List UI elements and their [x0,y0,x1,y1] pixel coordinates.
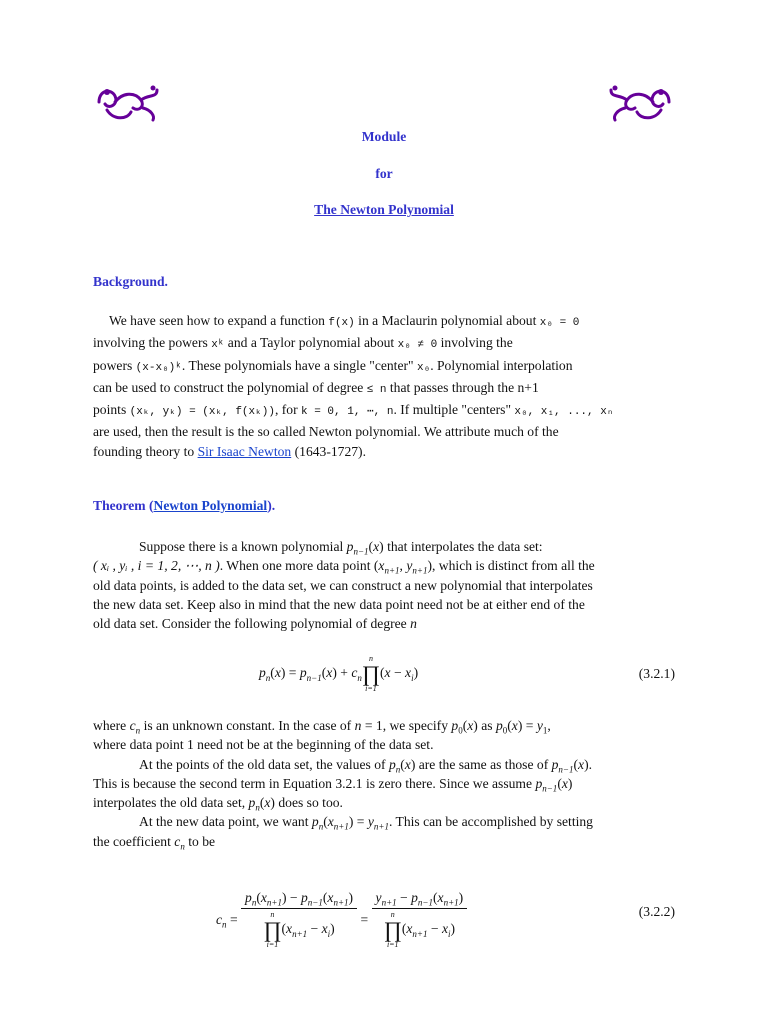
text: At the new data point, we want [139,814,309,830]
text: where [93,718,127,733]
text: that passes through the n+1 [389,379,539,395]
text: ). [267,498,276,513]
module-for: for [375,166,393,181]
text: the new data set. Keep also in mind that the new data point need not be at either end of the [93,596,585,612]
text: old data set. Consider the following polynomial of degree [93,616,407,632]
math-centers: x₀, x₁, ..., xₙ [514,406,614,419]
text: to be [188,833,216,849]
text: We have seen how to expand a function [109,313,325,328]
text: as [481,718,493,733]
text: old data points, is added to the data set, we can construct a new polynomial that interpolates [93,577,593,593]
sir-isaac-newton-link[interactable]: Sir Isaac Newton [197,443,292,459]
math-points: (xₖ, yₖ) = (xₖ, f(xₖ)) [129,406,275,419]
math-fx: f(x) [328,317,355,329]
text: . When one more data point [219,558,371,574]
equation-number-1: (3.2.1) [638,666,675,681]
background-paragraph [93,311,683,461]
text: involving the powers [93,335,208,351]
text: where data point 1 need not be at the beginning of the data set. [93,737,434,753]
math-x0: x₀ [416,361,431,374]
text: are used, then the result is the so called Newton polynomial. We attribute much of the [93,424,559,440]
text: the coefficient [93,833,171,849]
text: interpolates the old data set, [93,795,246,811]
newton-polynomial-link[interactable]: Newton Polynomial [153,498,268,513]
text: does so too. [278,795,343,811]
text: and a Taylor polynomial about [227,335,395,351]
text: , which is distinct from all the [432,558,595,574]
text: . If multiple "centers" [393,402,511,418]
explanation-paragraph: where $c_n$ is an unknown constant. In the case of n = 1, we specify $p_0(x)$ as $p_0(x) = y_1$, where data point 1 need not be at the beginning of the data set. At the points of the old data set, the values of $p_n(x)$ are the same as those of $p_{n-1}(x)$. This is because the second term in Equation 3.2.1 is zero there. Since we assume $p_{n-1}(x)$ interpolates the old data set, $p_n(x)$ does so too. At the new data point, we want $p_n(x_{n+1}) = y_{n+1}$. This can be accomplished by setting the coefficient $c_n$ to be [93,716,683,851]
math-xk: xᵏ [211,339,225,352]
text: . These polynomials have a single "center" [181,357,414,373]
text: , for [274,402,298,418]
equation-3-2-1: $p_n(x) = p_{n-1}(x) + c_n$ n ∏ i=1 $(x - x_i)$ [259,654,419,693]
text: is an unknown constant. In the case of [143,718,352,733]
equation-3-2-2: $c_n$ = $p_n(x_{n+1}) - p_{n-1}(x_{n+1})$ n ∏ i=1 $(x_{n+1} - x_i)$ = $y_{n+1} - p_{n-1}(x_{n+1})$ n ∏ i=1 $(x_{n+1} - x_i)$ [216,890,467,949]
math-le-n: ≤ n [366,383,387,396]
equation-number-2: (3.2.2) [638,904,675,919]
text: points [93,402,127,418]
module-title: Module [361,129,407,144]
text: powers [93,357,133,373]
scroll-ornament-left-icon [93,80,163,124]
text: At the points of the old data set, the values of [139,756,386,772]
text: This is because the second term in Equation 3.2.1 is zero there. Since we assume [93,775,533,791]
theorem-paragraph: Suppose there is a known polynomial $p_{n-1}(x)$ that interpolates the data set: ( xᵢ , yᵢ , i = 1, 2, ⋯, n ). When one more data point ($x_{n+1}$, $y_{n+1}$), which is distinct from all the old data points, is added to the data set, we can construct a new polynomial that interpolates the new data set. Keep also in mind that the new data point need not be at either end of the old data set. Consider the following polynomial of degree n [93,537,683,633]
text: founding theory to [93,443,195,459]
text: (1643-1727). [294,443,366,459]
math-power: (x-x₀)ᵏ [135,361,182,374]
newton-polynomial-title-link[interactable]: The Newton Polynomial [314,202,454,217]
math-n: n [410,616,417,632]
text: involving the [440,335,513,351]
text: that interpolates the data set: [387,539,543,554]
text: . This can be accomplished by setting [388,814,593,830]
background-heading: Background. [93,274,168,289]
text: Theorem ( [93,498,154,513]
math-data-set: ( xᵢ , yᵢ , i = 1, 2, ⋯, n ) [93,558,220,574]
math-x0-nonzero: x₀ ≠ 0 [397,339,438,352]
text: , we specify [382,718,448,733]
math-x0-zero: x₀ = 0 [539,317,580,329]
text: , [547,718,551,733]
text: . [588,756,593,772]
scroll-ornament-right-icon [605,80,675,124]
text: are the same as those of [418,756,549,772]
text: can be used to construct the polynomial of degree [93,379,364,395]
text: . Polynomial interpolation [430,357,573,373]
theorem-heading [93,498,275,514]
text: Suppose there is a known polynomial [139,539,344,554]
math-k-range: k = 0, 1, ⋯, n [301,406,394,419]
text: in a Maclaurin polynomial about [358,313,537,328]
module-subtitle-wrap [0,202,768,218]
